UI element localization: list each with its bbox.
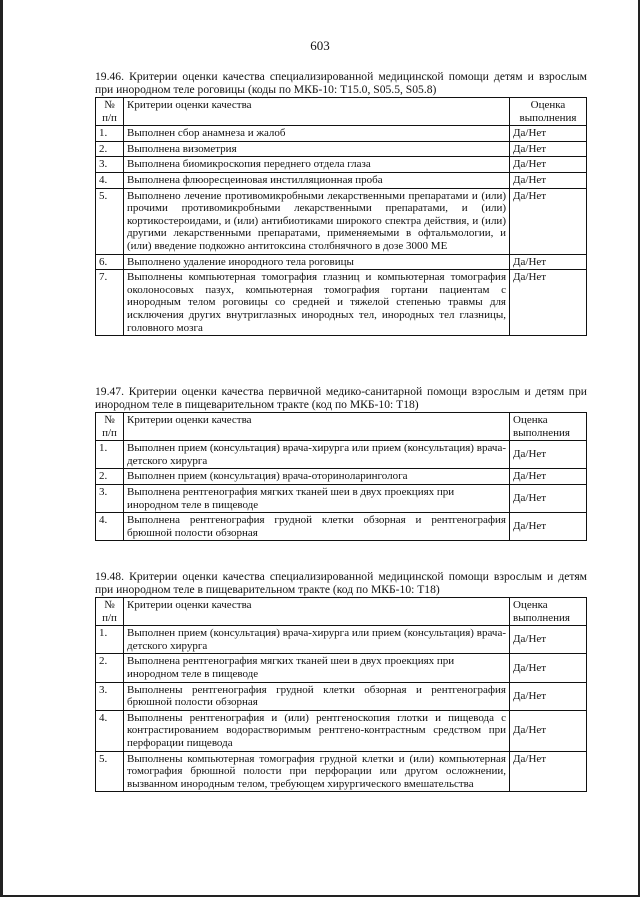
row-grade: Да/Нет — [510, 254, 587, 270]
row-grade: Да/Нет — [510, 751, 587, 792]
table-row — [96, 626, 587, 654]
row-num: 2. — [96, 141, 124, 157]
row-grade: Да/Нет — [510, 469, 587, 485]
row-criterion: Выполнена рентгенография грудной клетки обзорная и рентгенография брюшной полости обзорная — [124, 513, 510, 541]
table-header-row — [96, 98, 587, 126]
row-num: 5. — [96, 188, 124, 254]
table-header-row — [96, 598, 587, 626]
section-19-46 — [95, 70, 587, 336]
row-criterion: Выполнена флюоресцеиновая инстилляционная проба — [124, 172, 510, 188]
row-grade: Да/Нет — [510, 484, 587, 512]
row-grade: Да/Нет — [510, 441, 587, 469]
criteria-table — [95, 97, 587, 336]
row-num: 1. — [96, 441, 124, 469]
header-grade: Оценка выполнения — [510, 598, 587, 626]
row-num: 2. — [96, 469, 124, 485]
row-num: 3. — [96, 682, 124, 710]
row-criterion: Выполнены рентгенография грудной клетки обзорная и рентгенография брюшной полости обзорная — [124, 682, 510, 710]
row-num: 2. — [96, 654, 124, 682]
row-criterion: Выполнены компьютерная томография глазниц и компьютерная томография околоносовых пазух, компьютерная томография гортани пациентам с инородным телом роговицы со средней и тяжелой степенью травмы для исключения других внутриглазных инородных тел, инородных тел глазницы, головного мозга — [124, 270, 510, 336]
section-title: 19.48. Критерии оценки качества специализированной медицинской помощи взрослым и детям при инородном теле в пищеварительном тракте (код по МКБ-10: T18) — [95, 570, 587, 596]
table-row — [96, 710, 587, 751]
section-title: 19.46. Критерии оценки качества специализированной медицинской помощи детям и взрослым при инородном теле роговицы (коды по МКБ-10: T15.0, S05.5, S05.8) — [95, 70, 587, 96]
row-grade: Да/Нет — [510, 710, 587, 751]
header-num: № п/п — [96, 413, 124, 441]
criteria-table — [95, 597, 587, 792]
row-criterion: Выполнено лечение противомикробными лекарственными препаратами и (или) прочими противомикробными лекарственными препаратами, и (или) кортикостероидами, и (или) антибиотиками широкого спектра действия, и (или) другими лекарственными препаратами, применяемыми в офтальмологии, и (или) введение подкожно антитоксина столбнячного в дозе 3000 МЕ — [124, 188, 510, 254]
row-num: 3. — [96, 484, 124, 512]
table-row — [96, 441, 587, 469]
row-grade: Да/Нет — [510, 654, 587, 682]
row-criterion: Выполнен прием (консультация) врача-хирурга или прием (консультация) врача-детского хирурга — [124, 441, 510, 469]
section-19-48 — [95, 570, 587, 792]
table-row — [96, 682, 587, 710]
table-header-row — [96, 413, 587, 441]
row-num: 5. — [96, 751, 124, 792]
row-num: 4. — [96, 710, 124, 751]
section-title: 19.47. Критерии оценки качества первичной медико-санитарной помощи взрослым и детям при инородном теле в пищеварительном тракте (код по МКБ-10: T18) — [95, 385, 587, 411]
row-grade: Да/Нет — [510, 188, 587, 254]
row-grade: Да/Нет — [510, 172, 587, 188]
row-criterion: Выполнена визометрия — [124, 141, 510, 157]
row-num: 3. — [96, 157, 124, 173]
row-grade: Да/Нет — [510, 513, 587, 541]
row-criterion: Выполнено удаление инородного тела роговицы — [124, 254, 510, 270]
page-number: 603 — [310, 38, 330, 53]
table-row — [96, 157, 587, 173]
row-criterion: Выполнена рентгенография мягких тканей шеи в двух проекциях при инородном теле в пищеводе — [124, 654, 510, 682]
row-num: 4. — [96, 513, 124, 541]
table-row — [96, 141, 587, 157]
row-num: 4. — [96, 172, 124, 188]
table-row — [96, 172, 587, 188]
row-grade: Да/Нет — [510, 682, 587, 710]
header-criteria: Критерии оценки качества — [124, 413, 510, 441]
table-row — [96, 126, 587, 142]
row-criterion: Выполнен сбор анамнеза и жалоб — [124, 126, 510, 142]
row-num: 1. — [96, 626, 124, 654]
row-criterion: Выполнена рентгенография мягких тканей шеи в двух проекциях при инородном теле в пищеводе — [124, 484, 510, 512]
row-criterion: Выполнена биомикроскопия переднего отдела глаза — [124, 157, 510, 173]
table-row — [96, 270, 587, 336]
header-grade: Оценка выполнения — [510, 98, 587, 126]
table-row — [96, 254, 587, 270]
section-19-47 — [95, 385, 587, 541]
table-row — [96, 751, 587, 792]
row-grade: Да/Нет — [510, 157, 587, 173]
table-row — [96, 484, 587, 512]
table-row — [96, 513, 587, 541]
header-criteria: Критерии оценки качества — [124, 598, 510, 626]
row-grade: Да/Нет — [510, 626, 587, 654]
row-criterion: Выполнен прием (консультация) врача-хирурга или прием (консультация) врача-детского хирурга — [124, 626, 510, 654]
table-row — [96, 188, 587, 254]
row-num: 1. — [96, 126, 124, 142]
row-num: 7. — [96, 270, 124, 336]
row-num: 6. — [96, 254, 124, 270]
criteria-table — [95, 412, 587, 541]
header-num: № п/п — [96, 98, 124, 126]
header-criteria: Критерии оценки качества — [124, 98, 510, 126]
row-grade: Да/Нет — [510, 141, 587, 157]
row-criterion: Выполнен прием (консультация) врача-оториноларинголога — [124, 469, 510, 485]
header-grade: Оценка выполнения — [510, 413, 587, 441]
table-row — [96, 654, 587, 682]
table-row — [96, 469, 587, 485]
header-num: № п/п — [96, 598, 124, 626]
row-criterion: Выполнены компьютерная томография грудной клетки и (или) компьютерная томография брюшной полости при перфорации или другом осложнении, вызванном инородным телом, требующем хирургического вмешательства — [124, 751, 510, 792]
row-grade: Да/Нет — [510, 270, 587, 336]
row-criterion: Выполнены рентгенография и (или) рентгеноскопия глотки и пищевода с контрастированием водорастворимым рентгено-контрастным средством при перфорации пищевода — [124, 710, 510, 751]
row-grade: Да/Нет — [510, 126, 587, 142]
